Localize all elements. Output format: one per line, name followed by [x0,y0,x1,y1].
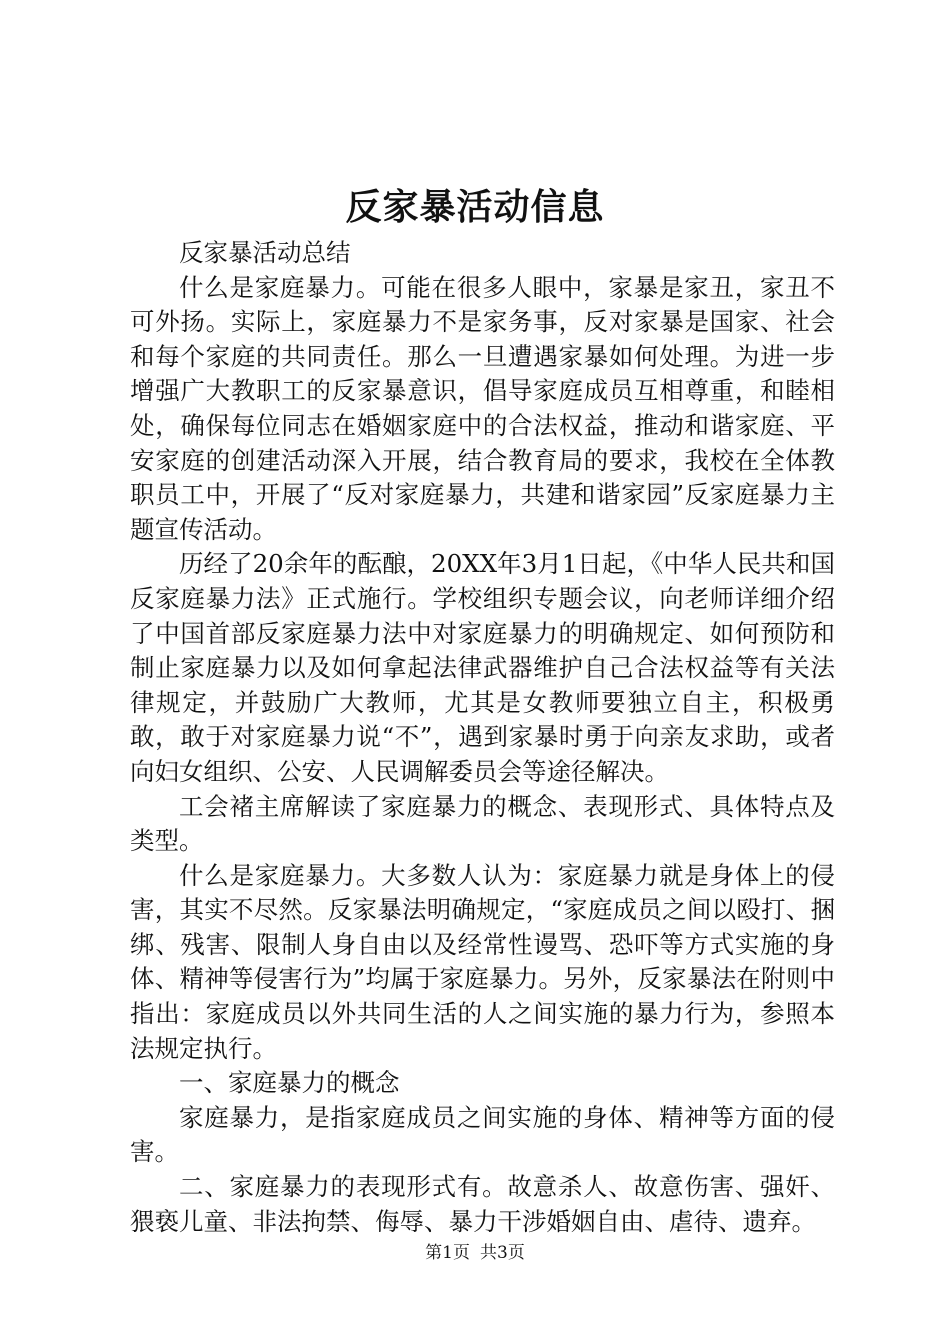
paragraph: 二、家庭暴力的表现形式有。故意杀人、故意伤害、强奸、猥亵儿童、非法拘禁、侮辱、暴力干涉婚姻自由、虐待、遗弃。 [130,1172,835,1236]
paragraph: 家庭暴力，是指家庭成员之间实施的身体、精神等方面的侵害。 [130,1102,835,1167]
paragraph-subtitle: 反家暴活动总结 [179,238,351,267]
paragraph: 历经了20余年的酝酿，20XX年3月1日起，《中华人民共和国反家庭暴力法》正式施行。学校组织专题会议，向老师详细介绍了中国首部反家庭暴力法中对家庭暴力的明确规定、如何预防和制止家庭暴力以及如何拿起法律武器维护自己合法权益等有关法律规定，并鼓励广大教师，尤其是女教师要独立自主，积极勇敢，敢于对家庭暴力说“不”，遇到家暴时勇于向亲友求助，或者向妇女组织、公安、人民调解委员会等途径解决。 [130,549,835,786]
paragraph: 什么是家庭暴力。可能在很多人眼中，家暴是家丑，家丑不可外扬。实际上，家庭暴力不是家务事，反对家暴是国家、社会和每个家庭的共同责任。那么一旦遭遇家暴如何处理。为进一步增强广大教职工的反家暴意识，倡导家庭成员互相尊重，和睦相处，确保每位同志在婚姻家庭中的合法权益，推动和谐家庭、平安家庭的创建活动深入开展，结合教育局的要求，我校在全体教职员工中，开展了“反对家庭暴力，共建和谐家园”反家庭暴力主题宣传活动。 [130,272,835,544]
page-footer [0,1241,950,1265]
document-body [130,236,835,1239]
section-heading: 一、家庭暴力的概念 [179,1068,400,1098]
page-number: 第1页 [425,1243,470,1263]
paragraph: 工会褚主席解读了家庭暴力的概念、表现形式、具体特点及类型。 [130,791,835,856]
document-title: 反家暴活动信息 [345,186,605,228]
paragraph: 什么是家庭暴力。大多数人认为：家庭暴力就是身体上的侵害，其实不尽然。反家暴法明确规定，“家庭成员之间以殴打、捆绑、残害、限制人身自由以及经常性谩骂、恐吓等方式实施的身体、精神等侵害行为”均属于家庭暴力。另外，反家暴法在附则中指出：家庭成员以外共同生活的人之间实施的暴力行为，参照本法规定执行。 [130,860,835,1063]
page-total: 共3页 [480,1243,525,1263]
